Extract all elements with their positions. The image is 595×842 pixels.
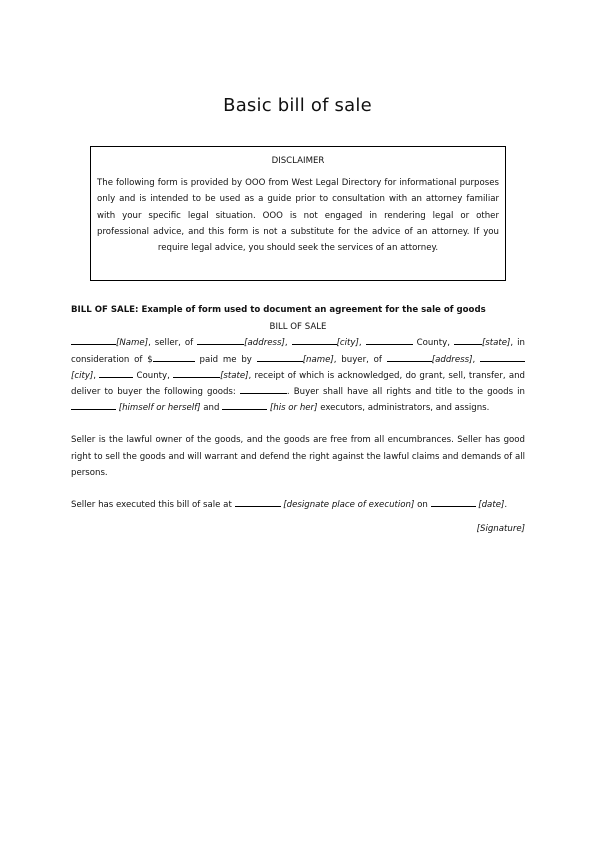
place-placeholder: [designate place of execution]: [283, 500, 415, 511]
text-buyer-of: , buyer, of: [333, 354, 382, 365]
disclaimer-heading: DISCLAIMER: [271, 156, 325, 166]
state-placeholder: [state]: [481, 338, 511, 349]
buyer-name-placeholder: [name]: [302, 354, 334, 365]
execution-paragraph: Seller has executed this bill of sale at [designate place of execution] on [date].: [71, 497, 525, 513]
place-blank[interactable]: [235, 497, 281, 507]
form-heading: BILL OF SALE: Example of form used to document an agreement for the sale of goods: [71, 305, 486, 315]
spacer: [71, 481, 525, 497]
form-content: [71, 302, 525, 537]
city-placeholder: [city]: [336, 338, 359, 349]
page-title: Basic bill of sale: [223, 95, 372, 116]
text-and: and: [203, 403, 220, 414]
disclaimer-text: The following form is provided by OOO from West Legal Directory for informational purposes only and is intended to be used as a guide prior to consultation with an attorney familiar with your specific legal situation. OOO is not engaged in rendering legal or other professional advice, and this form is not a substitute for the advice of an attorney. If you require legal advice, you should seek the services of an attorney.: [97, 178, 499, 254]
text-paid-me-by: paid me by: [199, 354, 252, 365]
state-blank[interactable]: [454, 335, 482, 345]
sale-paragraph: [Name], seller, of [address], [city], County, [state], in consideration of $ paid me by [name], buyer, of [address], [city], County, [state], receipt of which is acknowledged, do grant, sell, transfer, and deliver to buyer the following goods: . Buyer shall have all rights and title to the goods in [himself or herself] and [his or her] executors, administrators, and assigns.: [71, 335, 525, 416]
text-executors: executors, administrators, and assigns.: [320, 403, 490, 414]
hisher-placeholder: [his or her]: [269, 403, 318, 414]
disclaimer-box: [90, 146, 506, 281]
address-placeholder: [address]: [244, 338, 285, 349]
text-seller-of: , seller, of: [148, 338, 194, 349]
text-county-2: County,: [136, 370, 170, 381]
buyer-city-blank[interactable]: [480, 352, 525, 362]
form-subheading: BILL OF SALE: [269, 322, 327, 333]
text-county: County,: [416, 338, 450, 349]
buyer-city-placeholder: [city]: [71, 370, 94, 381]
buyer-state-blank[interactable]: [173, 368, 220, 378]
date-placeholder: [date]: [478, 500, 505, 511]
owner-paragraph: Seller is the lawful owner of the goods, and the goods are free from all encumbrances. Seller has good right to sell the goods and will warrant and defend the right against the lawful claims and demands of all persons.: [71, 435, 525, 478]
buyer-address-placeholder: [address]: [431, 354, 473, 365]
amount-blank[interactable]: [153, 352, 195, 362]
signature-line: [Signature]: [476, 524, 525, 535]
goods-blank[interactable]: [240, 384, 287, 394]
text-executed: Seller has executed this bill of sale at: [71, 500, 232, 511]
text-on: on: [417, 500, 428, 511]
county-blank[interactable]: [366, 335, 413, 345]
buyer-state-placeholder: [state]: [220, 370, 249, 381]
text-buyer-rights: . Buyer shall have all rights and title to the goods in: [286, 387, 525, 398]
text-receipt: , receipt of which is acknowledged, do grant, sell, transfer, and deliver to buyer the following goods:: [71, 370, 525, 398]
city-blank[interactable]: [292, 335, 337, 345]
buyer-county-blank[interactable]: [99, 368, 133, 378]
himself-placeholder: [himself or herself]: [118, 403, 201, 414]
himself-blank[interactable]: [71, 400, 116, 410]
hisher-blank[interactable]: [222, 400, 267, 410]
buyer-address-blank[interactable]: [387, 352, 432, 362]
address-blank[interactable]: [197, 335, 244, 345]
buyer-name-blank[interactable]: [257, 352, 303, 362]
spacer: [71, 416, 525, 432]
text-consideration: , in consideration of $: [71, 338, 525, 365]
name-placeholder: [Name]: [116, 338, 149, 349]
date-blank[interactable]: [431, 497, 476, 507]
name-blank[interactable]: [71, 335, 116, 345]
